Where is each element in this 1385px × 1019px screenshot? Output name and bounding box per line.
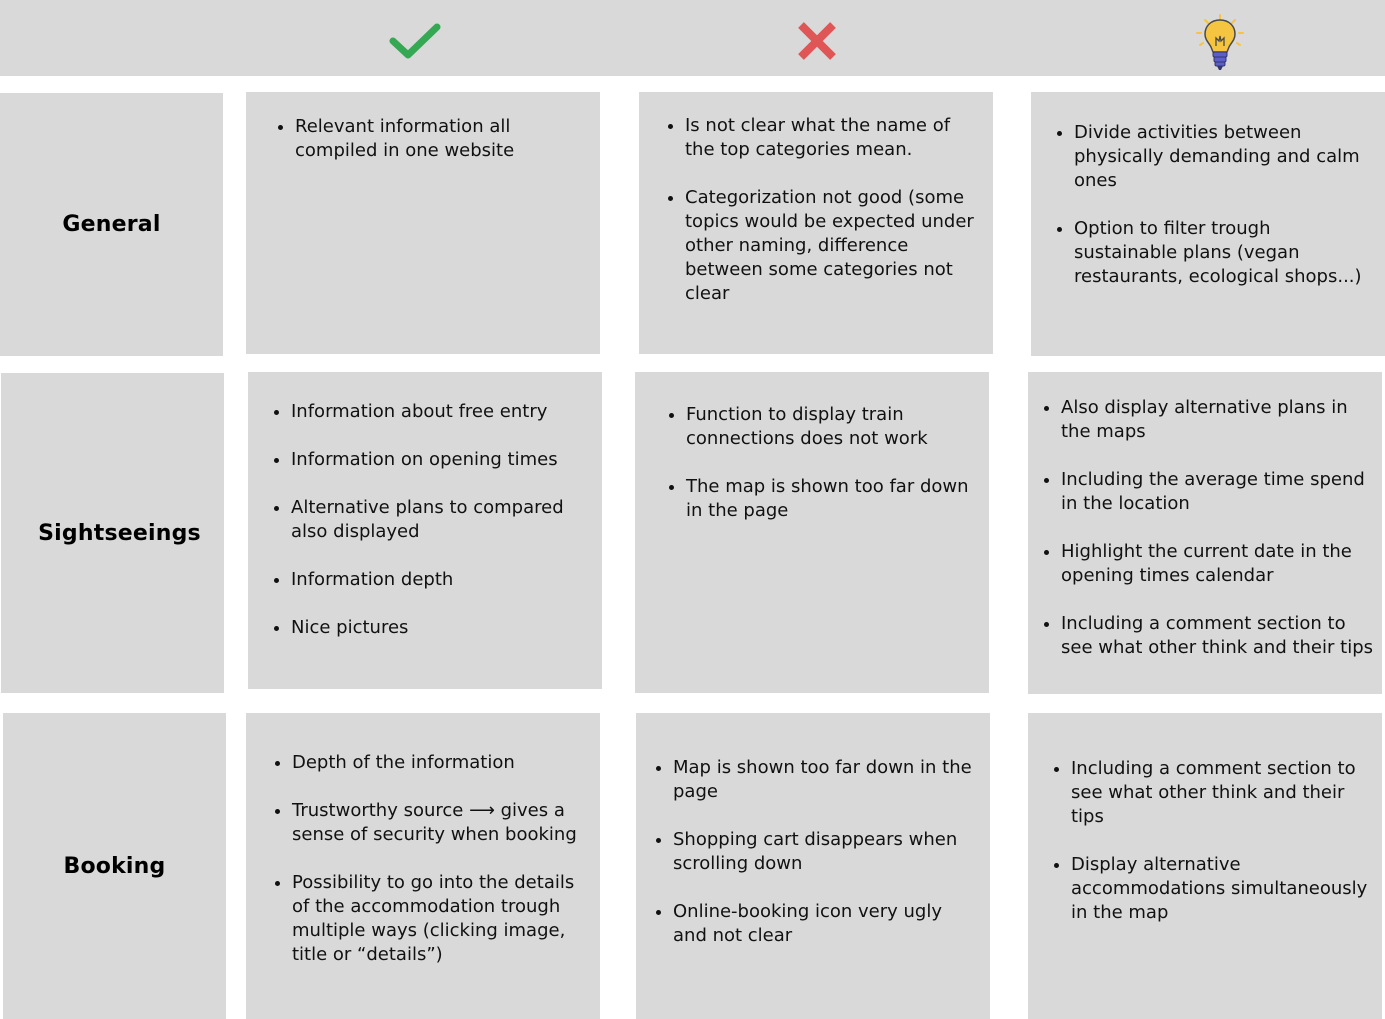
- list-item: • Relevant information all compiled in one website: [295, 115, 590, 163]
- negatives-list: [663, 403, 979, 523]
- row-label-text: Booking: [63, 853, 166, 879]
- list-item: • Possibility to go into the details of the accommodation trough multiple ways (clicking image, title or “details”): [292, 871, 588, 967]
- positives-list: [272, 115, 590, 163]
- positives-cell-booking: [246, 713, 600, 1019]
- ideas-list: [1038, 396, 1378, 660]
- positives-cell-sightseeings: [248, 372, 602, 689]
- list-item: • Function to display train connections does not work: [686, 403, 979, 451]
- list-item: • Including a comment section to see what other think and their tips: [1071, 757, 1370, 829]
- row-label-booking: [3, 713, 226, 1019]
- list-item: • Is not clear what the name of the top categories mean.: [685, 114, 983, 162]
- negatives-cell-booking: [636, 713, 990, 1019]
- checkmark-stroke: [393, 27, 437, 55]
- header-band: [0, 0, 1385, 76]
- list-item: • Alternative plans to compared also displayed: [291, 496, 592, 544]
- list-item: • Categorization not good (some topics would be expected under other naming, difference between some categories not clear: [685, 186, 983, 306]
- row-label-general: [0, 93, 223, 356]
- row-label-text: Sightseeings: [38, 520, 201, 546]
- list-item: • Divide activities between physically demanding and calm ones: [1074, 121, 1367, 193]
- list-item: • Including a comment section to see what other think and their tips: [1061, 612, 1378, 660]
- list-item: • Map is shown too far down in the page: [673, 756, 978, 804]
- list-item: • Information on opening times: [291, 448, 592, 472]
- checkmark-icon: [388, 22, 442, 60]
- list-item: • Nice pictures: [291, 616, 592, 640]
- positives-list: [269, 751, 588, 967]
- list-item: • The map is shown too far down in the page: [686, 475, 979, 523]
- row-label-text: General: [62, 212, 161, 237]
- list-item: • Information depth: [291, 568, 592, 592]
- list-item: • Option to filter trough sustainable plans (vegan restaurants, ecological shops...): [1074, 217, 1367, 289]
- positives-cell-general: [246, 92, 600, 354]
- list-item: • Display alternative accommodations simultaneously in the map: [1071, 853, 1370, 925]
- list-item: • Shopping cart disappears when scrolling down: [673, 828, 978, 876]
- ideas-list: [1048, 757, 1370, 925]
- negatives-cell-sightseeings: [635, 372, 989, 693]
- cross-icon: [796, 21, 838, 61]
- negatives-list: [650, 756, 978, 948]
- list-item: • Depth of the information: [292, 751, 588, 775]
- ideas-cell-booking: [1028, 713, 1382, 1019]
- positives-list: [268, 400, 592, 640]
- lightbulb-icon: [1192, 14, 1248, 72]
- list-item: • Highlight the current date in the opening times calendar: [1061, 540, 1378, 588]
- negatives-cell-general: [639, 92, 993, 354]
- list-item: • Online-booking icon very ugly and not clear: [673, 900, 978, 948]
- ideas-cell-general: [1031, 92, 1385, 356]
- row-label-sightseeings: [1, 373, 224, 693]
- negatives-list: [662, 114, 983, 306]
- list-item: • Trustworthy source ⟶ gives a sense of security when booking: [292, 799, 588, 847]
- list-item: • Also display alternative plans in the maps: [1061, 396, 1378, 444]
- ideas-list: [1051, 121, 1367, 289]
- ideas-cell-sightseeings: [1028, 372, 1382, 694]
- list-item: • Information about free entry: [291, 400, 592, 424]
- list-item: • Including the average time spend in the location: [1061, 468, 1378, 516]
